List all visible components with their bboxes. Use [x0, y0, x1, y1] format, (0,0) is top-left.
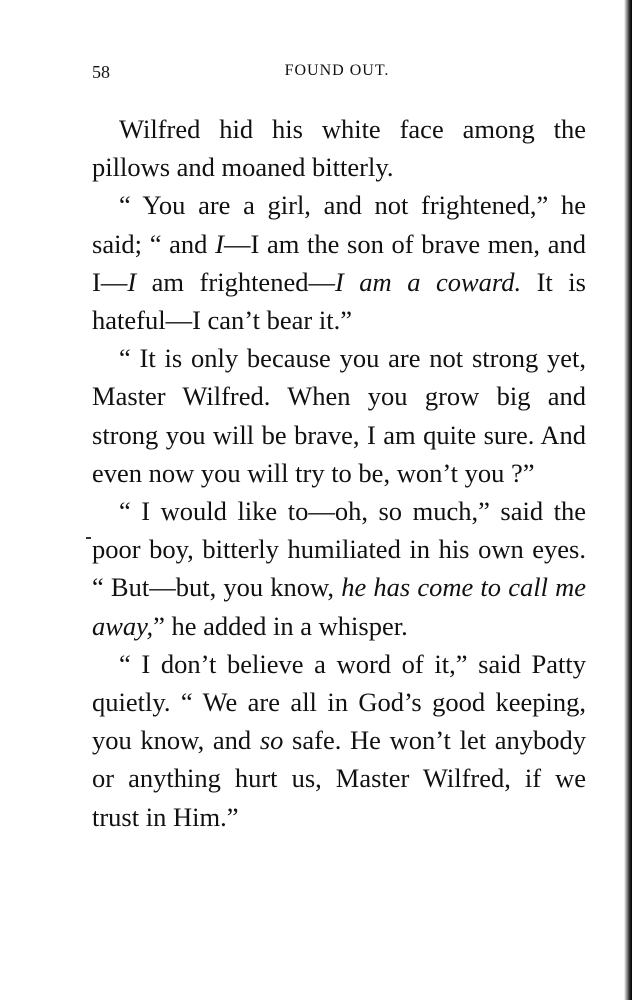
margin-mark — [86, 537, 91, 539]
text-run: “ I don’t believe a word of it,” said Patty quietly. “ We are all in God’s good keeping, you know, and — [92, 648, 586, 756]
page-number: 58 — [92, 62, 110, 82]
text-run: “ It is only because you are not strong yet, Master Wilfred. When you grow big and strong you will be brave, I am quite sure. And even now you will try to be, won’t you ?” — [92, 343, 586, 488]
italic-text: he has come to call me away, — [92, 572, 586, 641]
text-run: “ I would like to—oh, so much,” said the poor boy, bitterly humiliated in his own eyes. “ But—but, you know, — [92, 496, 586, 603]
text-run: —I am the son of brave men, and I— — [92, 228, 586, 297]
body-text — [92, 110, 586, 836]
paragraph — [92, 186, 586, 339]
page-header — [92, 62, 582, 86]
text-run: safe. He won’t let anybody or anything hurt us, Master Wilfred, if we trust in Him.” — [92, 725, 587, 832]
running-head: FOUND OUT. — [284, 62, 390, 79]
text-run: It is hateful—I can’t bear it.” — [92, 266, 586, 336]
text-run: ” he added in a whisper. — [153, 610, 408, 641]
text-run: am frightened— — [136, 266, 335, 297]
page-edge-shadow — [624, 0, 632, 1000]
italic-text: I am a coward. — [334, 266, 522, 297]
paragraph — [92, 645, 586, 836]
paragraph — [92, 110, 586, 186]
text-run: Wilfred hid his white face among the pillows and moaned bitterly. — [92, 114, 586, 183]
paragraph — [92, 339, 586, 492]
paragraph — [92, 492, 586, 645]
italic-text: so — [259, 725, 284, 756]
text-run: “ You are a girl, and not frightened,” he said; “ and — [92, 190, 586, 259]
italic-text: I — [215, 228, 224, 259]
italic-text: I — [127, 266, 137, 297]
